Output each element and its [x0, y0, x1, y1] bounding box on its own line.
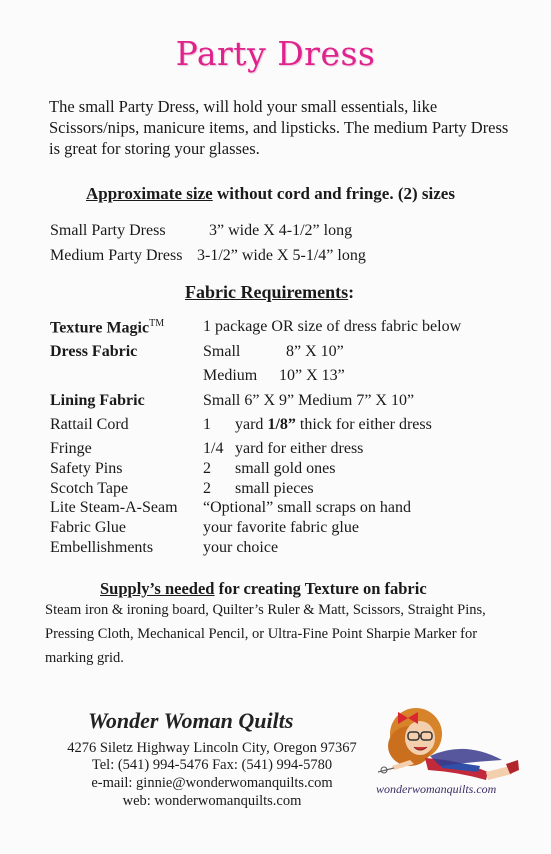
fabric-heading-text: Fabric Requirements: [185, 282, 349, 302]
supply-list: Steam iron & ironing board, Quilter’s Ruler & Matt, Scissors, Straight Pins, Pressing Cloth, Mechanical Pencil, or Ultra-Fine Point Sharpie Marker for marking grid.: [45, 602, 486, 666]
size-heading-underlined: Approximate size: [86, 184, 213, 203]
req-embellishments-name: Embellishments: [50, 539, 154, 556]
req-fabric-glue-name: Fabric Glue: [50, 519, 126, 536]
intro-paragraph: The small Party Dress, will hold your small essentials, like Scissors/nips, manicure items, and lipsticks. The medium Party Dress is great for storing your glasses.: [49, 97, 509, 158]
req-fringe-qty: 1/4: [203, 440, 224, 457]
logo-website-text: wonderwomanquilts.com: [376, 782, 497, 796]
company-address: 4276 Siletz Highway Lincoln City, Oregon 97367: [67, 740, 357, 756]
page-title: Party Dress: [175, 34, 376, 73]
rattail-pre: yard: [235, 416, 268, 433]
size-heading-rest: without cord and fringe. (2) sizes: [212, 184, 455, 203]
req-fringe-name: Fringe: [50, 440, 92, 457]
req-texture-magic-value: 1 package OR size of dress fabric below: [203, 318, 462, 335]
req-dress-fabric-name: Dress Fabric: [50, 343, 138, 360]
req-safety-pins-name: Safety Pins: [50, 460, 123, 477]
req-texture-magic-name: [50, 318, 164, 338]
req-fringe-desc: yard for either dress: [235, 440, 364, 457]
req-fabric-glue-desc: your favorite fabric glue: [203, 519, 359, 536]
supply-heading-underlined: Supply’s needed: [100, 579, 215, 598]
supply-heading-rest: for creating Texture on fabric: [214, 579, 427, 598]
texture-magic-label: Texture Magic: [50, 319, 150, 337]
req-safety-pins-qty: 2: [203, 460, 211, 477]
size-value-small: 3” wide X 4-1/2” long: [209, 222, 353, 239]
company-phone: Tel: (541) 994-5476 Fax: (541) 994-5780: [91, 757, 333, 773]
fabric-heading: [185, 282, 354, 303]
size-name-medium: Medium Party Dress: [50, 247, 183, 264]
company-name: Wonder Woman Quilts: [88, 708, 294, 733]
req-rattail-qty: 1: [203, 416, 211, 433]
req-dress-fabric-small-size: 8” X 10”: [286, 343, 344, 360]
req-rattail-desc: [235, 416, 432, 436]
size-name-small: Small Party Dress: [50, 222, 166, 239]
req-scotch-tape-name: Scotch Tape: [50, 480, 129, 497]
company-email[interactable]: e-mail: ginnie@wonderwomanquilts.com: [91, 775, 333, 791]
req-dress-fabric-medium-size: 10” X 13”: [279, 367, 345, 384]
rattail-thickness: 1/8”: [267, 416, 296, 433]
supply-heading: [100, 579, 427, 599]
req-lite-steam-name: Lite Steam-A-Seam: [50, 499, 178, 516]
size-heading: [86, 184, 455, 204]
trademark-mark: TM: [149, 318, 165, 329]
req-embellishments-desc: your choice: [203, 539, 279, 556]
req-lite-steam-desc: “Optional” small scraps on hand: [203, 499, 411, 516]
fabric-heading-colon: :: [348, 282, 355, 302]
req-safety-pins-desc: small gold ones: [235, 460, 336, 477]
req-lining-fabric-value: Small 6” X 9” Medium 7” X 10”: [203, 392, 415, 409]
req-lining-fabric-name: Lining Fabric: [50, 392, 145, 409]
rattail-post: thick for either dress: [295, 416, 432, 433]
company-web[interactable]: web: wonderwomanquilts.com: [122, 793, 302, 809]
req-scotch-tape-desc: small pieces: [235, 480, 314, 497]
req-dress-fabric-small: Small: [203, 343, 241, 360]
req-dress-fabric-medium: Medium: [203, 367, 258, 384]
req-scotch-tape-qty: 2: [203, 480, 211, 497]
size-value-medium: 3-1/2” wide X 5-1/4” long: [197, 247, 366, 264]
req-rattail-name: Rattail Cord: [50, 416, 129, 433]
